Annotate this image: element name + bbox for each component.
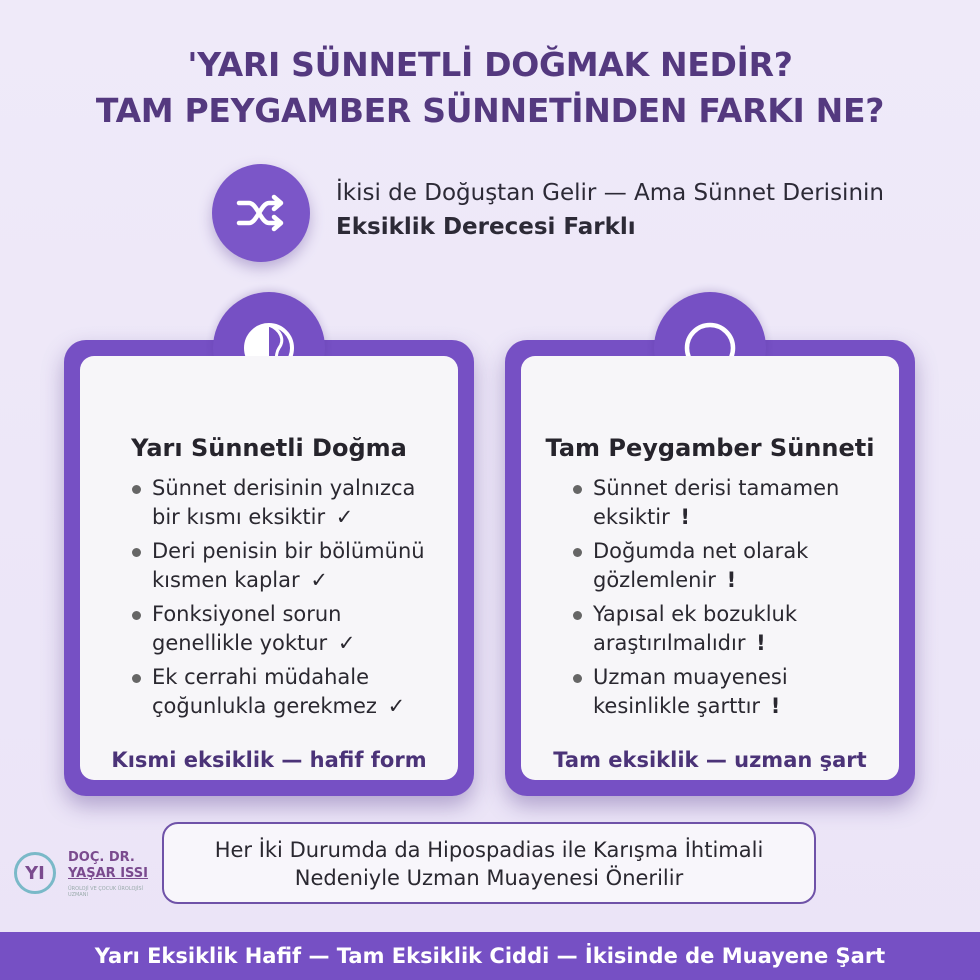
logo-name: YAŞAR ISSI	[68, 866, 149, 881]
card-full	[505, 340, 915, 796]
check-icon: ✓	[337, 631, 356, 655]
intro-text-plain: İkisi de Doğuştan Gelir — Ama Sünnet Derisinin	[336, 180, 884, 206]
card-title: Yarı Sünnetli Doğma	[131, 434, 407, 462]
exclamation-icon: !	[770, 694, 781, 718]
exclamation-icon: !	[756, 631, 766, 655]
list-item-text: Ek cerrahi müdahale çoğunlukla gerekmez	[152, 665, 377, 718]
logo	[14, 850, 164, 902]
intro-text-bold: Eksiklik Derecesi Farklı	[336, 214, 636, 240]
list-item-text: Uzman muayenesi kesinlikle şarttır	[593, 665, 788, 718]
list-item	[132, 663, 444, 721]
list-item-text: Sünnet derisi tamamen eksiktir	[593, 476, 840, 529]
card-body	[80, 356, 458, 780]
shuffle-icon	[212, 164, 310, 262]
card-footer: Kısmi eksiklik — hafif form	[111, 748, 427, 772]
list-item	[573, 537, 885, 595]
list-item-text: Deri penisin bir bölümünü kısmen kaplar	[152, 539, 425, 592]
info-note	[162, 822, 816, 904]
list-item-text: Fonksiyonel sorun genellikle yoktur	[152, 602, 342, 655]
logo-monogram: YI	[14, 852, 56, 894]
logo-subtitle: ÜROLOJİ VE ÇOCUK ÜROLOJİSİ UZMANI	[68, 886, 143, 898]
bullet-list	[573, 474, 885, 726]
note-line-1: Her İki Durumda da Hipospadias ile Karışma İhtimali	[214, 838, 764, 862]
title-line-1: 'YARI SÜNNETLİ DOĞMAK NEDİR?	[187, 45, 793, 84]
card-footer: Tam eksiklik — uzman şart	[553, 748, 867, 772]
page-title	[0, 42, 980, 134]
footer-banner: Yarı Eksiklik Hafif — Tam Eksiklik Ciddi — İkisinde de Muayene Şart	[0, 932, 980, 980]
list-item-text: Yapısal ek bozukluk araştırılmalıdır	[593, 602, 798, 655]
exclamation-icon: !	[680, 505, 690, 529]
list-item	[132, 537, 444, 595]
check-icon: ✓	[310, 568, 328, 592]
list-item	[132, 600, 444, 658]
list-item	[573, 663, 885, 721]
card-body	[521, 356, 899, 780]
intro-text	[336, 176, 896, 244]
list-item	[573, 600, 885, 658]
list-item-text: Doğumda net olarak gözlemlenir	[593, 539, 809, 592]
logo-title: DOÇ. DR.	[68, 850, 135, 865]
note-line-2: Nedeniyle Uzman Muayenesi Önerilir	[294, 866, 684, 890]
title-line-2: TAM PEYGAMBER SÜNNETİNDEN FARKI NE?	[95, 91, 885, 130]
check-icon: ✓	[335, 505, 354, 529]
card-title: Tam Peygamber Sünneti	[545, 434, 875, 462]
list-item	[132, 474, 444, 532]
bullet-list	[132, 474, 444, 726]
card-partial	[64, 340, 474, 796]
check-icon: ✓	[387, 694, 406, 718]
list-item	[573, 474, 885, 532]
exclamation-icon: !	[726, 568, 737, 592]
list-item-text: Sünnet derisinin yalnızca bir kısmı eksiktir	[152, 476, 416, 529]
